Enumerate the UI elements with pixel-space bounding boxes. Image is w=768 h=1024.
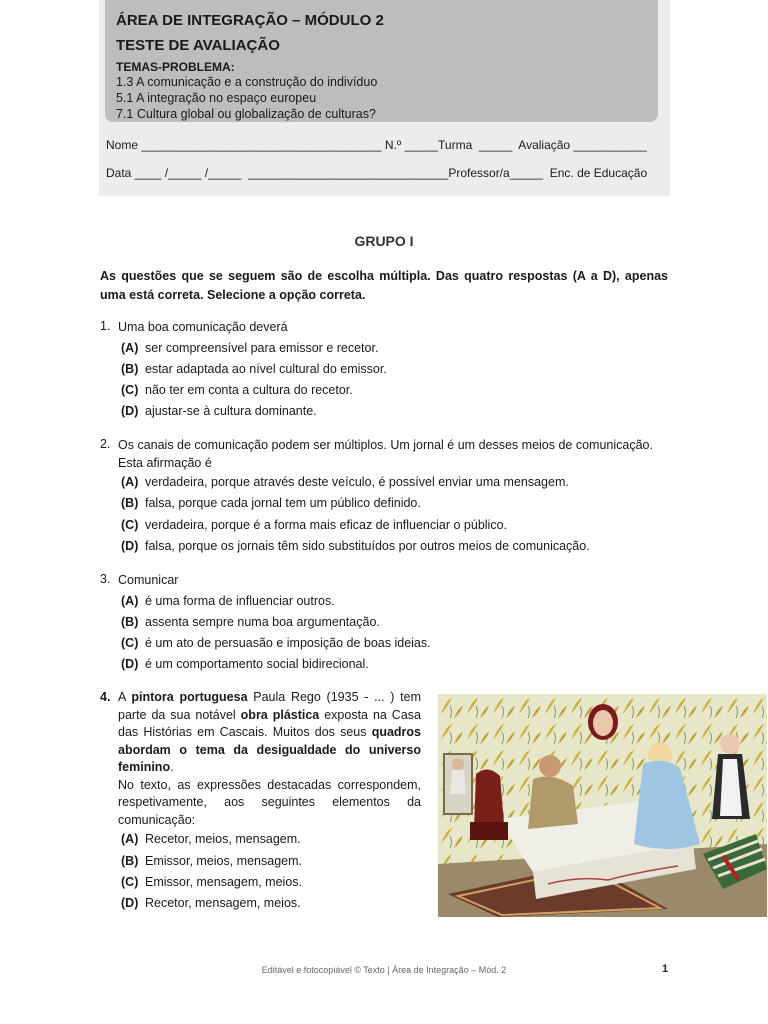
option-text: é um comportamento social bidirecional. bbox=[145, 657, 369, 671]
footer-text: Editável e fotocopiável © Texto | Área de Integração – Mód. 2 bbox=[261, 965, 507, 975]
option-letter: (B) bbox=[121, 854, 139, 868]
option-letter: (B) bbox=[121, 615, 139, 629]
option-text: ajustar-se à cultura dominante. bbox=[145, 404, 317, 418]
student-info-line: Nome ____________________________________ N.º _____Turma _____ Avaliação ___________ bbox=[106, 138, 647, 152]
option-letter: (C) bbox=[121, 383, 139, 397]
option-letter: (D) bbox=[121, 896, 139, 910]
question-text-part: A bbox=[118, 690, 132, 704]
option-text: ser compreensível para emissor e recetor. bbox=[145, 341, 379, 355]
option-text: Recetor, meios, mensagem. bbox=[145, 832, 301, 846]
option-letter: (B) bbox=[121, 496, 139, 510]
theme-item: 7.1 Cultura global ou globalização de culturas? bbox=[116, 107, 376, 121]
theme-item: 1.3 A comunicação e a construção do indivíduo bbox=[116, 75, 378, 89]
option-text: falsa, porque os jornais têm sido substituídos por outros meios de comunicação. bbox=[145, 539, 590, 553]
answer-option bbox=[121, 496, 421, 510]
answer-option bbox=[121, 341, 378, 355]
group-title: GRUPO I bbox=[354, 233, 414, 249]
answer-option bbox=[121, 539, 590, 553]
option-letter: (B) bbox=[121, 362, 139, 376]
option-text: estar adaptada ao nível cultural do emissor. bbox=[145, 362, 387, 376]
answer-option bbox=[121, 896, 301, 910]
option-text: Recetor, mensagem, meios. bbox=[145, 896, 301, 910]
themes-label: TEMAS-PROBLEMA: bbox=[116, 60, 235, 74]
option-text: é uma forma de influenciar outros. bbox=[145, 594, 335, 608]
question-text-part: No texto, as expressões destacadas correspondem, respetivamente, aos seguintes elementos da comunicação: bbox=[118, 777, 421, 827]
date-info-line: Data ____ /_____ /_____ ______________________________Professor/a_____ Enc. de Educação bbox=[106, 166, 648, 180]
option-text: verdadeira, porque através deste veículo, é possível enviar uma mensagem. bbox=[145, 475, 569, 489]
option-text: verdadeira, porque é a forma mais eficaz de influenciar o público. bbox=[145, 518, 508, 532]
question-number: 3. bbox=[100, 572, 111, 586]
option-text: Emissor, meios, mensagem. bbox=[145, 854, 302, 868]
module-title: ÁREA DE INTEGRAÇÃO – MÓDULO 2 bbox=[116, 12, 384, 29]
answer-option bbox=[121, 475, 569, 489]
question-text-part: . bbox=[170, 760, 174, 774]
answer-option bbox=[121, 383, 353, 397]
option-letter: (A) bbox=[121, 475, 139, 489]
highlighted-expression: pintora portuguesa bbox=[131, 690, 248, 704]
option-letter: (A) bbox=[121, 341, 139, 355]
answer-option bbox=[121, 615, 380, 629]
option-letter: (C) bbox=[121, 875, 139, 889]
question-text bbox=[118, 689, 421, 829]
answer-option bbox=[121, 854, 302, 868]
option-letter: (A) bbox=[121, 832, 139, 846]
highlighted-expression: obra plástica bbox=[240, 707, 320, 722]
theme-item: 5.1 A integração no espaço europeu bbox=[116, 91, 317, 105]
answer-option bbox=[121, 594, 335, 608]
option-text: não ter em conta a cultura do recetor. bbox=[145, 383, 353, 397]
answer-option bbox=[121, 518, 507, 532]
question-text: Comunicar bbox=[118, 573, 179, 587]
option-text: é um ato de persuasão e imposição de boas ideias. bbox=[145, 636, 431, 650]
option-letter: (C) bbox=[121, 636, 139, 650]
option-text: falsa, porque cada jornal tem um público definido. bbox=[145, 496, 421, 510]
question-text-part: Paula Rego (1935 - ... ) tem parte da sua notável bbox=[118, 690, 421, 722]
highlighted-expression: quadros abordam o tema da desigualdade do universo feminino bbox=[118, 725, 421, 774]
answer-option bbox=[121, 404, 317, 418]
answer-option bbox=[121, 636, 431, 650]
option-letter: (D) bbox=[121, 657, 139, 671]
test-subtitle: TESTE DE AVALIAÇÃO bbox=[116, 37, 280, 54]
option-letter: (D) bbox=[121, 539, 139, 553]
option-text: assenta sempre numa boa argumentação. bbox=[145, 615, 380, 629]
question-text: Os canais de comunicação podem ser múltiplos. Um jornal é um desses meios de comunicação. Esta afirmação é bbox=[118, 438, 653, 470]
painting-image bbox=[438, 694, 767, 917]
question-number: 4. bbox=[100, 690, 111, 704]
answer-option bbox=[121, 657, 369, 671]
answer-option bbox=[121, 362, 387, 376]
page-number: 1 bbox=[662, 963, 669, 975]
option-letter: (A) bbox=[121, 594, 139, 608]
instructions: As questões que se seguem são de escolha múltipla. Das quatro respostas (A a D), apenas uma está correta. Selecione a opção correta. bbox=[100, 269, 668, 302]
answer-option bbox=[121, 832, 301, 846]
question-text-part: exposta na Casa das Histórias em Cascais. Muitos dos seus bbox=[118, 707, 421, 739]
question-number: 1. bbox=[100, 319, 111, 333]
question-text: Uma boa comunicação deverá bbox=[118, 320, 288, 334]
option-letter: (D) bbox=[121, 404, 139, 418]
answer-option bbox=[121, 875, 302, 889]
question-number: 2. bbox=[100, 437, 111, 451]
option-text: Emissor, mensagem, meios. bbox=[145, 875, 302, 889]
option-letter: (C) bbox=[121, 518, 139, 532]
